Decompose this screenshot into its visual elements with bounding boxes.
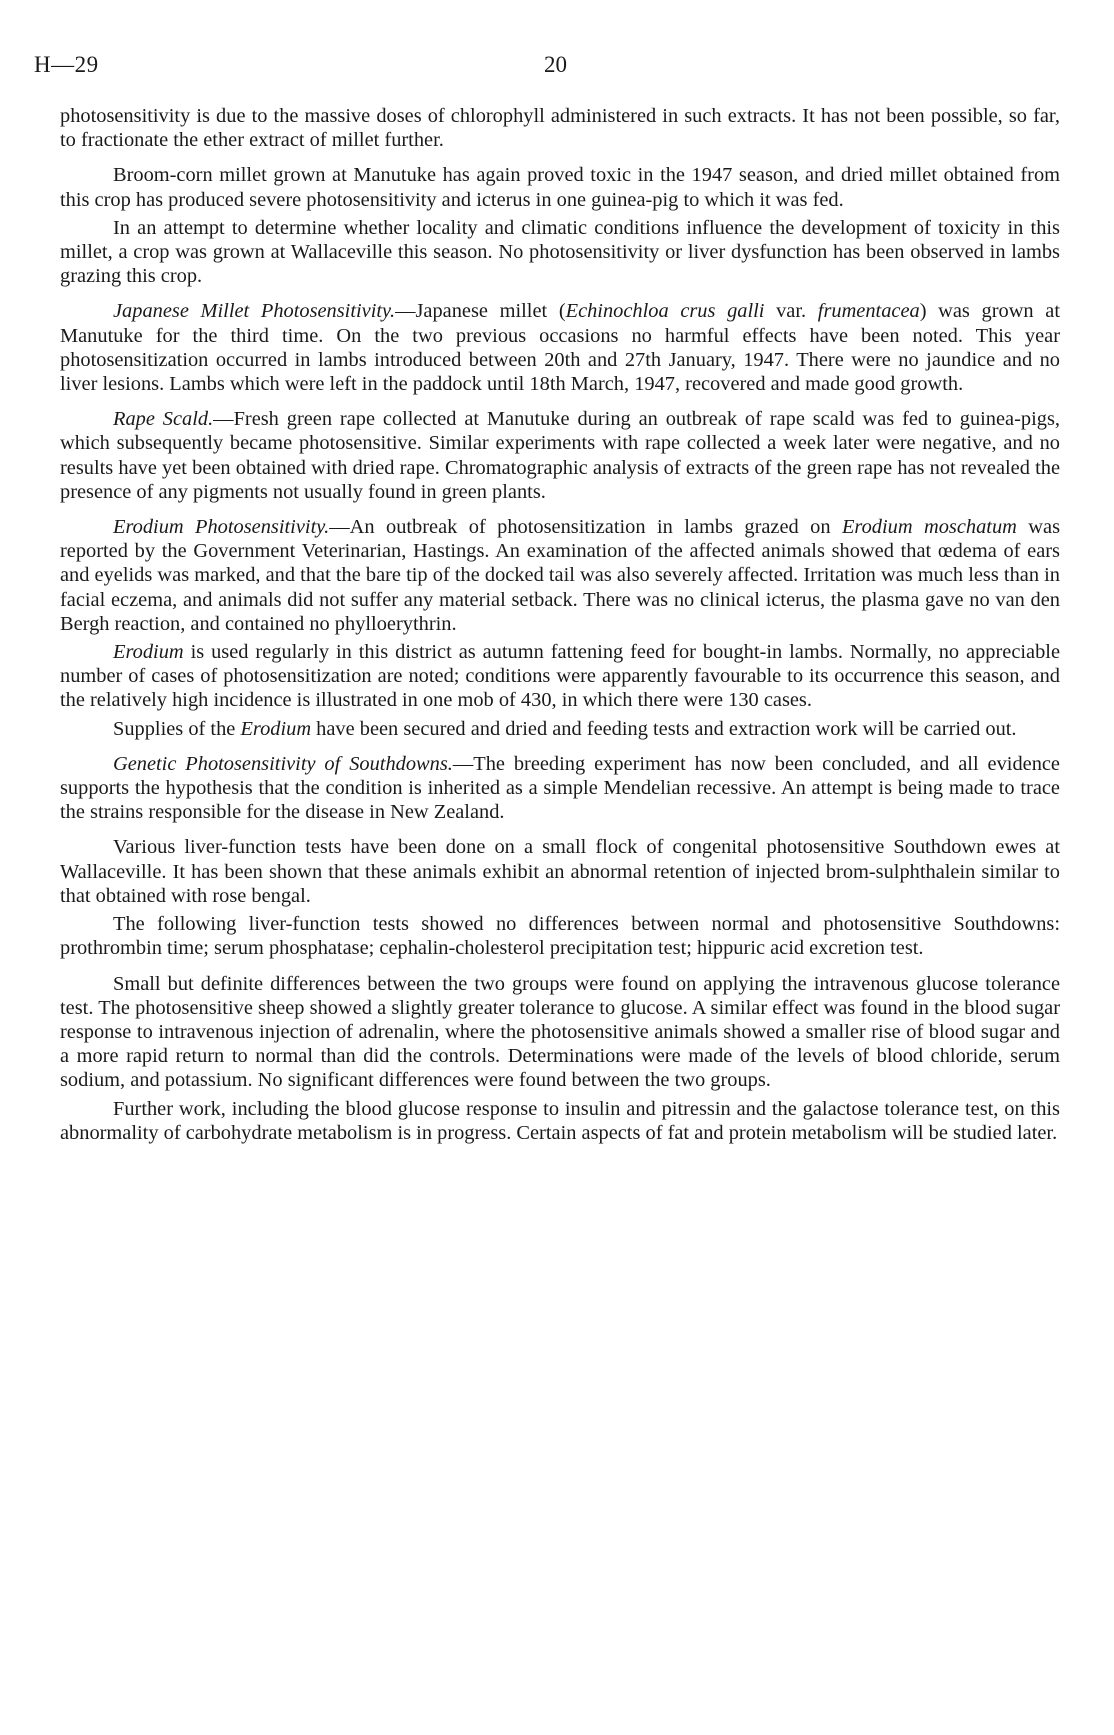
paragraph-japanese-millet: Japanese Millet Photosensitivity.—Japanese millet (Echinochloa crus galli var. frumentacea) was grown at Manutuke for the third time. On the two previous occasions no harmful effects have been noted. This year photosensitization occurred in lambs introduced between 20th and 27th January, 1947. There were no jaundice and no liver lesions. Lambs which were left in the paddock until 18th March, 1947, recovered and made good growth. [60, 300, 1060, 396]
variety-name-frumentacea: frumentacea [817, 300, 920, 323]
paragraph-genetic-photosensitivity: Genetic Photosensitivity of Southdowns.—The breeding experiment has now been concluded, and all evidence supports the hypothesis that the condition is inherited as a simple Mendelian recessive. An attempt is being made to trace the strains responsible for the disease in New Zealand. [60, 752, 1060, 824]
genus-name-erodium: Erodium [113, 641, 184, 664]
section-heading-erodium: Erodium Photosensitivity. [113, 516, 330, 539]
paragraph-rape-scald: Rape Scald.—Fresh green rape collected at Manutuke during an outbreak of rape scald was fed to guinea-pigs, which subsequently became photosensitive. Similar experiments with rape collected a week later were negative, and no results have yet been obtained with dried rape. Chromatographic analysis of extracts of the green rape has not revealed the presence of any pigments not usually found in green plants. [60, 408, 1060, 503]
body-text [60, 104, 1060, 1156]
paragraph-glucose-tolerance: Small but definite differences between the two groups were found on applying the intravenous glucose tolerance test. The photosensitive sheep showed a slightly greater tolerance to glucose. A similar effect was found in the blood sugar response to intravenous injection of adrenalin, where the photosensitive animals showed a smaller rise of blood sugar and a more rapid return to normal than did the controls. Determinations were made of the levels of blood chloride, serum sodium, and potassium. No significant differences were found between the two groups. [60, 972, 1060, 1092]
page-number: 20 [544, 52, 567, 77]
section-heading-rape-scald: Rape Scald. [113, 408, 214, 431]
section-heading-japanese-millet: Japanese Millet Photosensitivity. [113, 300, 396, 323]
section-heading-genetic-photosensitivity: Genetic Photosensitivity of Southdowns. [113, 752, 453, 775]
paragraph-erodium-supplies: Supplies of the Erodium have been secured and dried and feeding tests and extraction work will be carried out. [113, 717, 1017, 740]
paragraph-broom-corn-millet: Broom-corn millet grown at Manutuke has again proved toxic in the 1947 season, and dried millet obtained from this crop has produced severe photosensitivity and icterus in one guinea-pig to which it was fed. [60, 164, 1060, 211]
genus-name-erodium-supplies: Erodium [240, 717, 312, 740]
document-code: H—29 [34, 52, 99, 77]
paragraph-liver-function-tests: Various liver-function tests have been done on a small flock of congenital photosensitive Southdown ewes at Wallaceville. It has been shown that these animals exhibit an abnormal retention of injected brom-sulphthalein similar to that obtained with rose bengal. [60, 836, 1060, 907]
page-header [34, 52, 1064, 88]
paragraph-erodium-photosensitivity: Erodium Photosensitivity.—An outbreak of photosensitization in lambs grazed on Erodium moschatum was reported by the Government Veterinarian, Hastings. An examination of the affected animals showed that œdema of ears and eyelids was marked, and that the bare tip of the docked tail was also severely affected. Irritation was much less than in facial eczema, and animals did not suffer any material setback. There was no clinical icterus, the plasma gave no van den Bergh reaction, and contained no phylloerythrin. [60, 516, 1061, 635]
species-name-echinochloa: Echinochloa crus galli [565, 300, 765, 323]
paragraph-erodium-usage: Erodium is used regularly in this district as autumn fattening feed for bought-in lambs. Normally, no appreciable number of cases of photosensitization are noted; conditions were apparently favourable to its occurrence this season, and the relatively high incidence is illustrated in one mob of 430, in which there were 130 cases. [60, 641, 1060, 712]
species-name-erodium-moschatum: Erodium moschatum [841, 516, 1017, 539]
paragraph-no-differences: The following liver-function tests showed no differences between normal and photosensitive Southdowns: prothrombin time; serum phosphatase; cephalin-cholesterol precipitation test; hippuric acid excretion test. [60, 913, 1060, 960]
paragraph-millet-continuation: photosensitivity is due to the massive doses of chlorophyll administered in such extracts. It has not been possible, so far, to fractionate the ether extract of millet further. [60, 105, 1060, 152]
paragraph-further-work: Further work, including the blood glucose response to insulin and pitressin and the galactose tolerance test, on this abnormality of carbohydrate metabolism is in progress. Certain aspects of fat and protein metabolism will be studied later. [60, 1097, 1060, 1144]
paragraph-locality-trial: In an attempt to determine whether locality and climatic conditions influence the development of toxicity in this millet, a crop was grown at Wallaceville this season. No photosensitivity or liver dysfunction has been observed in lambs grazing this crop. [60, 216, 1060, 288]
